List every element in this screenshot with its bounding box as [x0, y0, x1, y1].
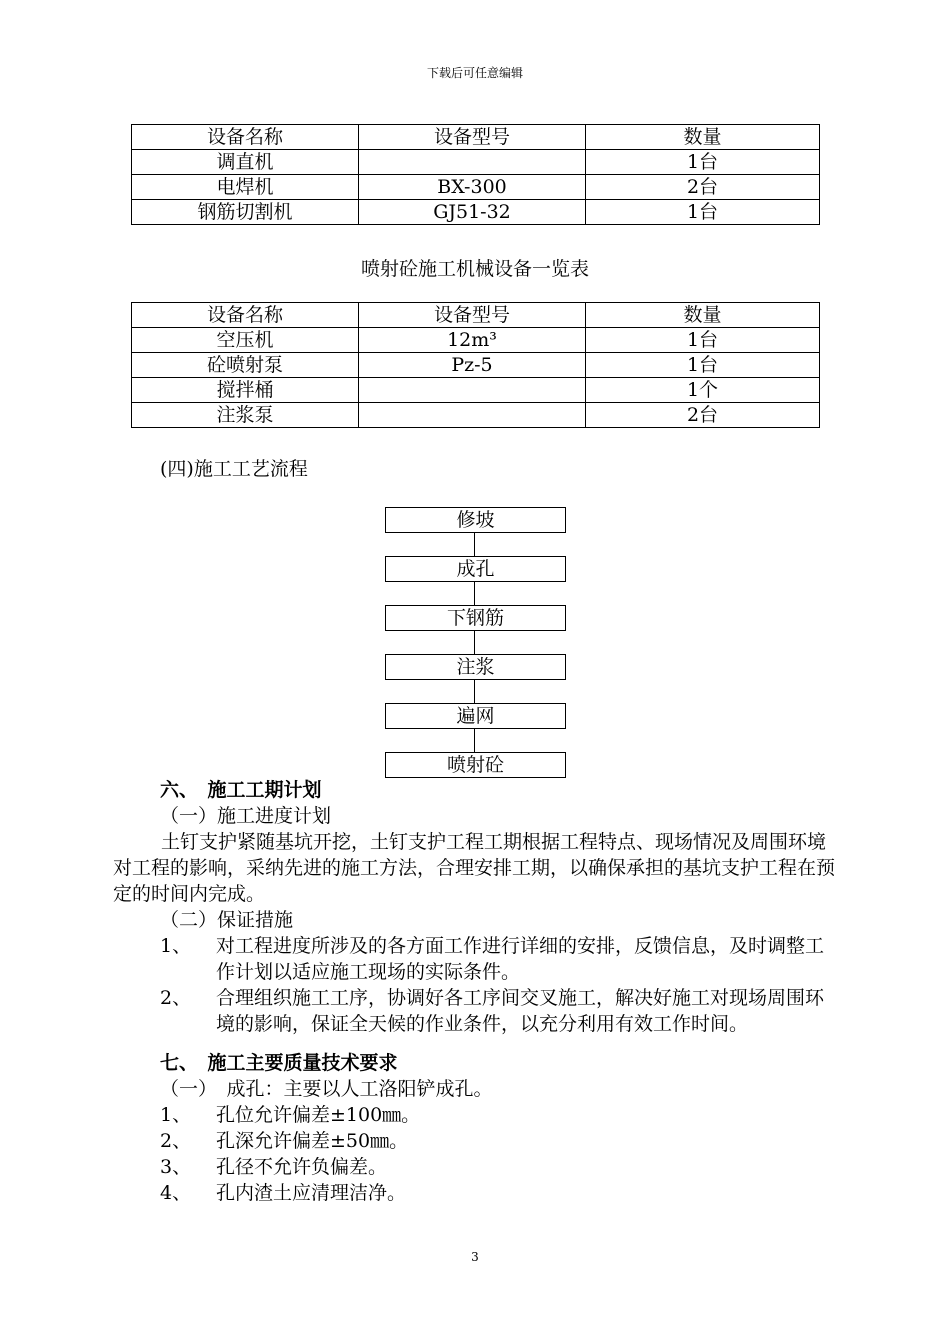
table-cell: 调直机 [132, 150, 359, 175]
list-item-text: 孔径不允许负偏差。 [216, 1156, 388, 1178]
process-heading: (四)施工工艺流程 [160, 458, 308, 480]
table-cell: 1个 [586, 378, 820, 403]
table-cell: 1台 [586, 328, 820, 353]
list-item-number: 3、 [160, 1156, 192, 1178]
table-cell: 1台 [586, 353, 820, 378]
table-row [132, 403, 820, 428]
flow-connector [474, 533, 475, 556]
table-cell: 空压机 [132, 328, 359, 353]
list-item-text: 合理组织施工工序，协调好各工序间交叉施工，解决好施工对现场周围环境的影响，保证全天候的作业条件，以充分利用有效工作时间。 [216, 987, 825, 1035]
table-cell: 砼喷射泵 [132, 353, 359, 378]
list-item [160, 1128, 837, 1154]
table-cell: 1台 [586, 200, 820, 225]
header-cell: 数量 [586, 125, 820, 150]
table-cell: 电焊机 [132, 175, 359, 200]
flow-connector [474, 729, 475, 752]
flow-step-box: 成孔 [385, 556, 566, 582]
table-cell [359, 403, 586, 428]
table-header-row [132, 303, 820, 328]
section-title: 六、 施工工期计划 [160, 779, 322, 801]
list-item [160, 1154, 837, 1180]
list-item-text: 孔内渣土应清理洁净。 [216, 1182, 407, 1204]
table-cell: 2台 [586, 403, 820, 428]
equipment-table-rebar [131, 124, 820, 225]
flow-step-box: 喷射砼 [385, 752, 566, 778]
table-cell: GJ51-32 [359, 200, 586, 225]
table-row [132, 353, 820, 378]
subsection-title: （一） 成孔：主要以人工洛阳铲成孔。 [160, 1078, 493, 1100]
list-item-text: 对工程进度所涉及的各方面工作进行详细的安排，反馈信息，及时调整工作计划以适应施工现场的实际条件。 [216, 935, 825, 983]
table-caption: 喷射砼施工机械设备一览表 [360, 258, 589, 280]
flow-step-box: 修坡 [385, 507, 566, 533]
subsection-title: （一）施工进度计划 [160, 805, 332, 827]
table-cell: 1台 [586, 150, 820, 175]
subsection-title: （二）保证措施 [160, 909, 294, 931]
paragraph-text: 土钉支护紧随基坑开挖，土钉支护工程工期根据工程特点、现场情况及周围环境对工程的影响，采纳先进的施工方法，合理安排工期，以确保承担的基坑支护工程在预定的时间内完成。 [113, 831, 836, 905]
table-cell: 搅拌桶 [132, 378, 359, 403]
header-cell: 设备型号 [359, 125, 586, 150]
table-row [132, 378, 820, 403]
table-row [132, 175, 820, 200]
list-item [160, 1180, 837, 1206]
list-item-text: 孔位允许偏差±100㎜。 [216, 1104, 421, 1126]
table-cell: BX-300 [359, 175, 586, 200]
table-row [132, 150, 820, 175]
flow-connector [474, 631, 475, 654]
flow-step-box: 注浆 [385, 654, 566, 680]
flow-connector [474, 582, 475, 605]
page-number: 3 [471, 1250, 479, 1264]
table-cell: 注浆泵 [132, 403, 359, 428]
equipment-table-shotcrete [131, 302, 820, 428]
list-item-number: 1、 [160, 935, 192, 957]
list-item [160, 1102, 837, 1128]
list-item-number: 1、 [160, 1104, 192, 1126]
table-row [132, 328, 820, 353]
table-cell [359, 150, 586, 175]
flow-step-box: 下钢筋 [385, 605, 566, 631]
table-cell: 12m³ [359, 328, 586, 353]
list-item [160, 985, 837, 1037]
table-header-row [132, 125, 820, 150]
list-item-number: 2、 [160, 987, 192, 1009]
table-cell: 钢筋切割机 [132, 200, 359, 225]
table-cell: Pz-5 [359, 353, 586, 378]
page-header: 下载后可任意编辑 [426, 66, 523, 80]
flow-step-box: 遍网 [385, 703, 566, 729]
list-item [160, 933, 837, 985]
table-cell: 2台 [586, 175, 820, 200]
paragraph [113, 829, 837, 907]
section-title: 七、 施工主要质量技术要求 [160, 1052, 398, 1074]
list-item-number: 4、 [160, 1182, 192, 1204]
table-row [132, 200, 820, 225]
header-cell: 设备名称 [132, 303, 359, 328]
header-cell: 数量 [586, 303, 820, 328]
list-item-text: 孔深允许偏差±50㎜。 [216, 1130, 409, 1152]
header-cell: 设备型号 [359, 303, 586, 328]
table-cell [359, 378, 586, 403]
header-cell: 设备名称 [132, 125, 359, 150]
flow-connector [474, 680, 475, 703]
list-item-number: 2、 [160, 1130, 192, 1152]
